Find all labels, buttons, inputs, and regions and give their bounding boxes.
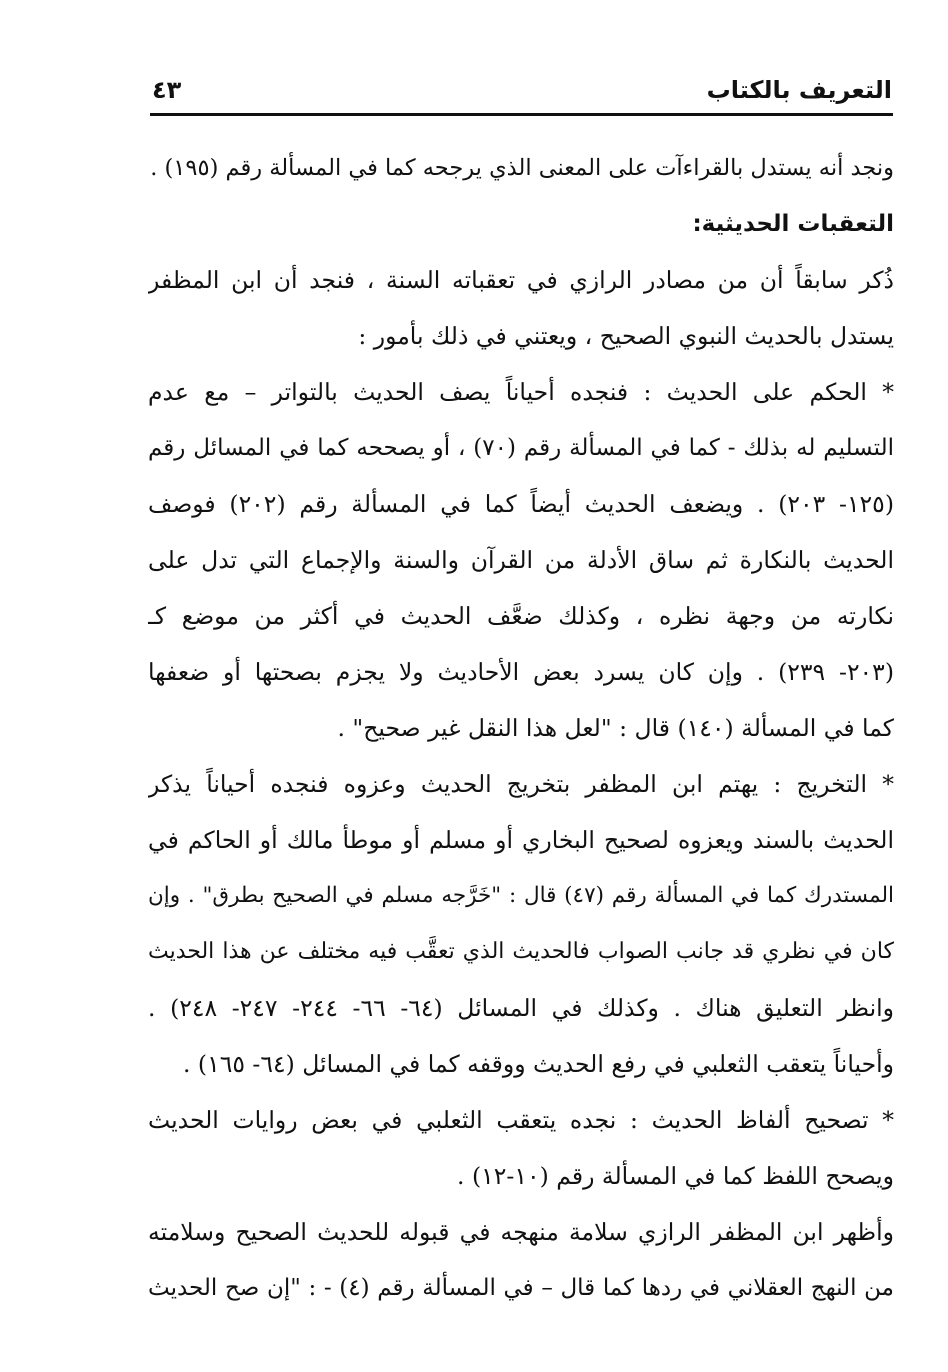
running-title: التعريف بالكتاب	[706, 76, 892, 104]
text-line: ويصحح اللفظ كما في المسألة رقم (١٠-١٢) .	[457, 1162, 894, 1190]
text-line: ذُكر سابقاً أن من مصادر الرازي في تعقباته السنة ، فنجد أن ابن المظفر	[148, 266, 894, 294]
text-line: نكارته من وجهة نظره ، وكذلك ضعَّف الحديث في أكثر من موضع كـ	[148, 602, 894, 630]
text-line: وانظر التعليق هناك . وكذلك في المسائل (٦٤- ٦٦- ٢٤٤- ٢٤٧- ٢٤٨) .	[148, 994, 894, 1022]
text-line: كان في نظري قد جانب الصواب فالحديث الذي تعقَّب فيه مختلف عن هذا الحديث	[148, 939, 894, 964]
text-line: المستدرك كما في المسألة رقم (٤٧) قال : "خَرَّجه مسلم في الصحيح بطرق" . وإن	[148, 883, 894, 908]
header-rule	[150, 113, 893, 116]
text-line: (٢٠٣- ٢٣٩) . وإن كان يسرد بعض الأحاديث ولا يجزم بصحتها أو ضعفها	[148, 658, 894, 686]
text-line: من النهج العقلاني في ردها كما قال – في المسألة رقم (٤) - : "إن صح الحديث	[148, 1275, 894, 1301]
text-line: وأظهر ابن المظفر الرازي سلامة منهجه في قبوله للحديث الصحيح وسلامته	[148, 1218, 894, 1246]
text-line: * التخريج : يهتم ابن المظفر بتخريج الحديث وعزوه فنجده أحياناً يذكر	[148, 770, 894, 798]
text-line: * تصحيح ألفاظ الحديث : نجده يتعقب الثعلبي في بعض روايات الحديث	[148, 1106, 894, 1134]
text-line: يستدل بالحديث النبوي الصحيح ، ويعتني في ذلك بأمور :	[358, 322, 894, 350]
text-line: (١٢٥- ٢٠٣) . ويضعف الحديث أيضاً كما في المسألة رقم (٢٠٢) فوصف	[148, 490, 894, 518]
page-header	[150, 72, 892, 112]
text-line: الحديث بالنكارة ثم ساق الأدلة من القرآن والسنة والإجماع التي تدل على	[148, 546, 894, 574]
text-line: ونجد أنه يستدل بالقراءآت على المعنى الذي يرجحه كما في المسألة رقم (١٩٥) .	[150, 155, 894, 181]
section-heading: التعقبات الحديثية:	[692, 211, 894, 237]
text-line: كما في المسألة (١٤٠) قال : "لعل هذا النقل غير صحيح" .	[337, 714, 894, 742]
page-number: ٤٣	[152, 76, 182, 104]
text-line: وأحياناً يتعقب الثعلبي في رفع الحديث ووقفه كما في المسائل (٦٤- ١٦٥) .	[182, 1050, 894, 1078]
text-line: التسليم له بذلك - كما في المسألة رقم (٧٠) ، أو يصححه كما في المسائل رقم	[148, 435, 894, 461]
text-line: * الحكم على الحديث : فنجده أحياناً يصف الحديث بالتواتر – مع عدم	[148, 378, 894, 406]
text-line: الحديث بالسند ويعزوه لصحيح البخاري أو مسلم أو موطأ مالك أو الحاكم في	[148, 826, 894, 854]
